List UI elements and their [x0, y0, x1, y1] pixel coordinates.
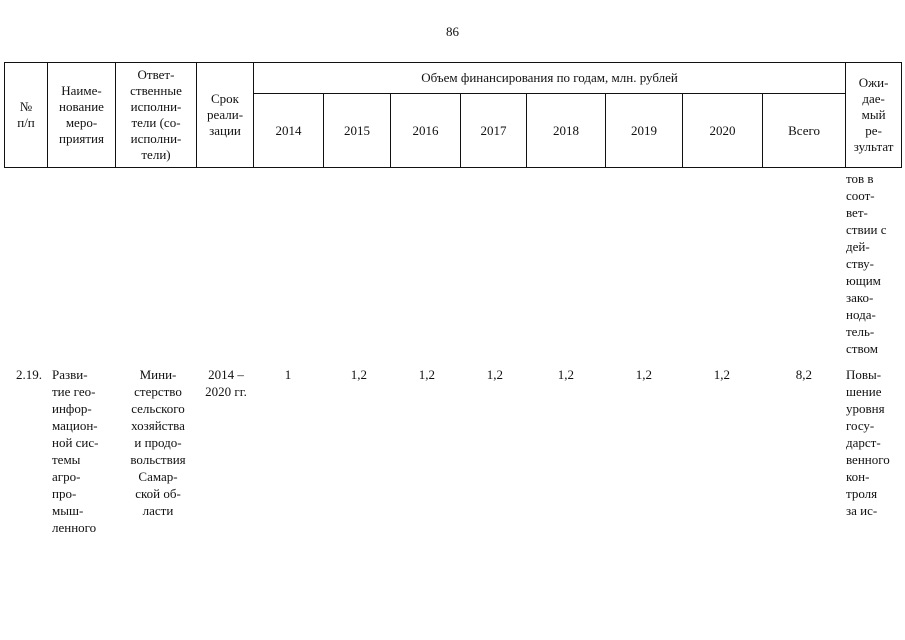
header-table — [4, 62, 902, 168]
row-result: Повы- шение уровня госу- дарст- венного кон- троля за ис- — [846, 367, 890, 518]
header-year-2015: 2015 — [324, 94, 391, 168]
row-value-2020: 1,2 — [713, 367, 730, 382]
header-total: Всего — [763, 94, 846, 168]
header-year-2016: 2016 — [391, 94, 461, 168]
row-value-2018: 1,2 — [557, 367, 574, 382]
row-number: 2.19. — [16, 367, 42, 382]
header-result: Ожи- дае- мый ре- зультат — [846, 63, 902, 168]
row-value-2017: 1,2 — [486, 367, 503, 382]
header-year-2019: 2019 — [606, 94, 683, 168]
row-value-2019: 1,2 — [635, 367, 652, 382]
row-term: 2014 – 2020 гг. — [205, 367, 247, 399]
header-year-2017: 2017 — [461, 94, 527, 168]
row-value-2016: 1,2 — [418, 367, 435, 382]
header-responsible: Ответ- ственные исполни- тели (со- исполни- тели) — [116, 63, 197, 168]
header-year-2018: 2018 — [527, 94, 606, 168]
row-responsible: Мини- стерство сельского хозяйства и продо- вольствия Самар- ской об- ласти — [130, 367, 186, 518]
row-value-2014: 1 — [284, 367, 292, 382]
header-year-2014: 2014 — [254, 94, 324, 168]
header-year-2020: 2020 — [683, 94, 763, 168]
row-value-total: 8,2 — [795, 367, 812, 382]
header-term: Срок реали- зации — [197, 63, 254, 168]
row-name: Разви- тие гео- инфор- мацион- ной сис- темы агро- про- мыш- ленного — [52, 367, 99, 535]
result-continuation: тов в соот- вет- ствии с дей- ству- ющим зако- нода- тель- ством — [846, 171, 887, 356]
header-name: Наиме- нование меро- приятия — [48, 63, 116, 168]
row-value-2015: 1,2 — [350, 367, 367, 382]
header-funding: Объем финансирования по годам, млн. рублей — [254, 63, 846, 94]
header-num: № п/п — [5, 63, 48, 168]
page-number: 86 — [446, 24, 459, 39]
